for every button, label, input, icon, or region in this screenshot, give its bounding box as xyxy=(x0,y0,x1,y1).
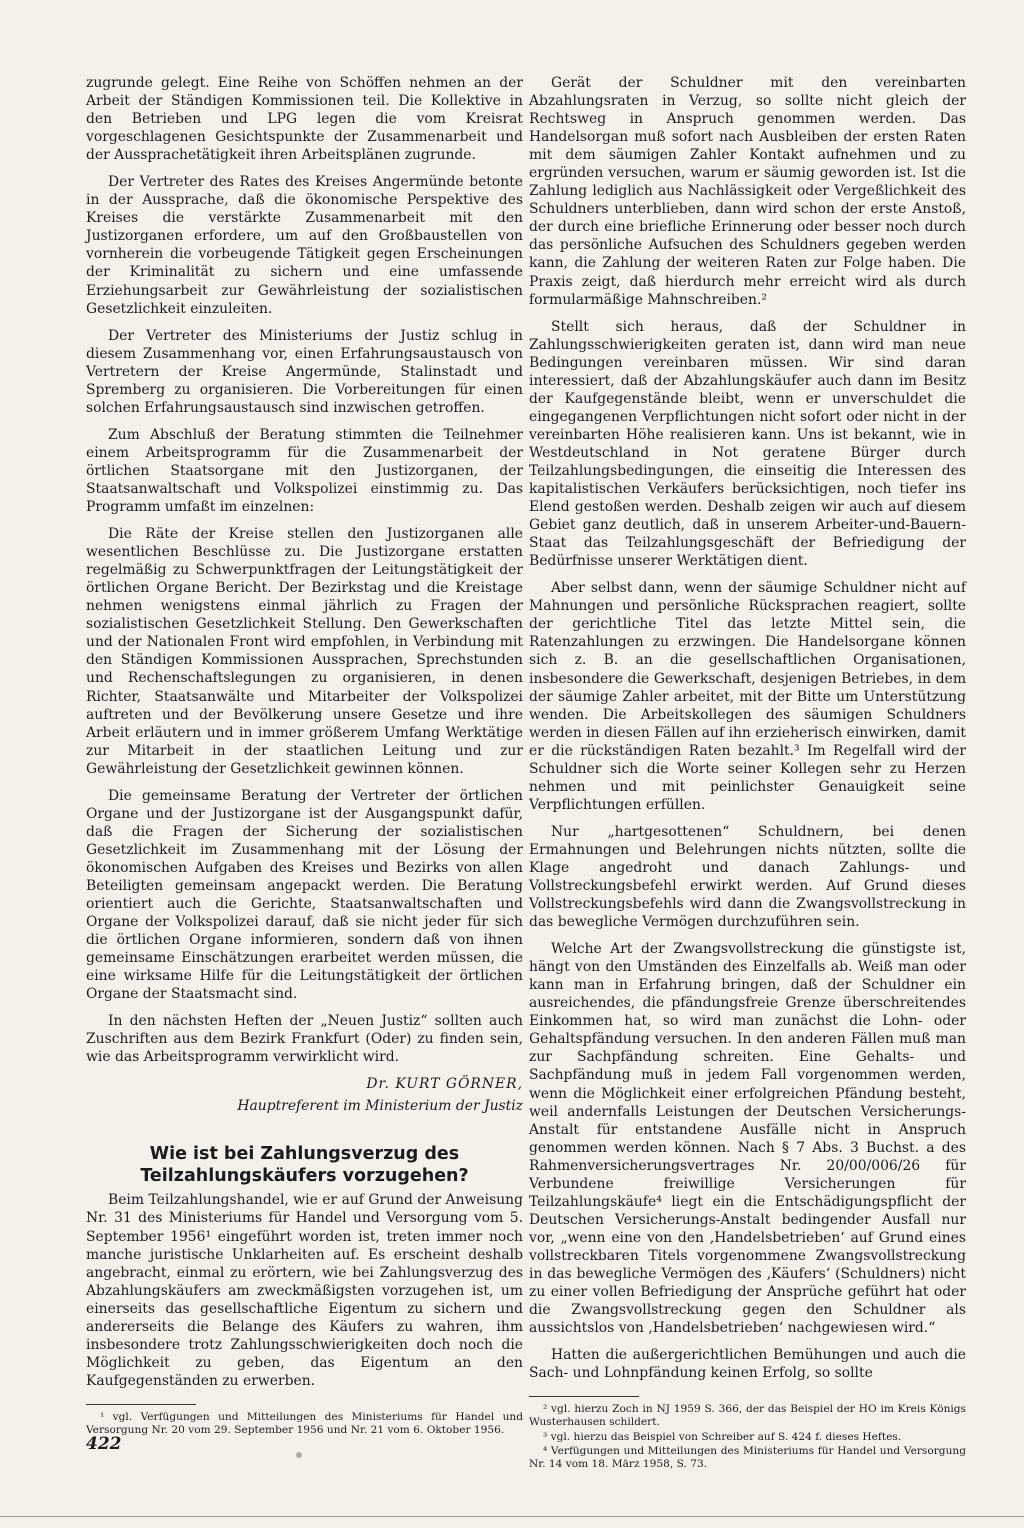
paragraph: Der Vertreter des Ministeriums der Justiz schlug in diesem Zusammenhang vor, einen Erfahrungsaustausch von Vertretern der Kreise Angermünde, Stalinstadt und Spremberg zu organisieren. Die Vorbereitungen für einen solchen Erfahrungsaustausch sind inzwischen getroffen. xyxy=(86,327,523,416)
paragraph: In den nächsten Heften der „Neuen Justiz“ sollten auch Zuschriften aus dem Bezirk Frankfurt (Oder) zu finden sein, wie das Arbeitsprogramm verwirklicht wird. xyxy=(86,1013,523,1066)
paragraph: Nur „hartgesottenen“ Schuldnern, bei denen Ermahnungen und Belehrungen nichts nützten, sollte die Klage angedroht und danach Zahlungs- und Vollstreckungsbefehl erwirkt werden. Auf Grund dieses Vollstreckungsbefehls wird dann die Zwangsvollstreckung in das bewegliche Vermögen durchzuführen sein. xyxy=(529,823,966,931)
author-title: Hauptreferent im Ministerium der Justiz xyxy=(237,1098,523,1115)
scan-edge-line xyxy=(0,1516,1024,1517)
left-column xyxy=(86,74,523,1438)
paragraph: Beim Teilzahlungshandel, wie er auf Grund der Anweisung Nr. 31 des Ministeriums für Handel und Versorgung vom 5. September 1956¹ eingeführt worden ist, treten immer noch manche juristische Unklarheiten auf. Es erscheint deshalb angebracht, einmal zu erörtern, wie bei Zahlungsverzug des Abzahlungskäufers am zweckmäßigsten vorzugehen ist, um einerseits das gesellschaftliche Eigentum zu sichern und andererseits die Belange des Käufers zu wahren, ihm insbesondere trotz Zahlungsschwierigkeiten doch noch die Möglichkeit zu geben, das Eigentum an den Kaufgegenständen zu erwerben. xyxy=(86,1192,523,1389)
ink-dot xyxy=(296,1452,302,1458)
footnote: ⁴ Verfügungen und Mitteilungen des Ministeriums für Handel und Versorgung Nr. 14 vom 18. März 1958, S. 73. xyxy=(529,1444,966,1471)
paragraph: Der Vertreter des Rates des Kreises Angermünde betonte in der Aussprache, daß die ökonomische Perspektive des Kreises die verstärkte Zusammenarbeit mit den Justizorganen erfordere, um auf den Großbaustellen von vornherein die vorbeugende Tätigkeit gegen Erscheinungen der Kriminalität zu sichern und eine umfassende Erziehungsarbeit zur Gewährleistung der sozialistischen Gesetzlichkeit einzuleiten. xyxy=(86,174,523,317)
paragraph: Aber selbst dann, wenn der säumige Schuldner nicht auf Mahnungen und persönliche Rücksprachen reagiert, sollte der gerichtliche Titel das letzte Mittel sein, die Ratenzahlungen zu erzwingen. Die Handelsorgane können sich z. B. an die gesellschaftlichen Organisationen, insbesondere die Gewerkschaft, desjenigen Betriebes, in dem der säumige Zahler arbeitet, mit der Bitte um Unterstützung wenden. Die Arbeitskollegen des säumigen Schuldners werden in diesen Fällen auf ihn erzieherisch einwirken, damit er die rückständigen Raten bezahlt.³ Im Regelfall wird der Schuldner sich die Worte seiner Kollegen sehr zu Herzen nehmen und mit peinlichster Genauigkeit seine Verpflichtungen erfüllen. xyxy=(529,580,966,813)
paragraph: Zum Abschluß der Beratung stimmten die Teilnehmer einem Arbeitsprogramm für die Zusammenarbeit der örtlichen Staatsorgane mit den Justizorganen, der Staatsanwaltschaft und Volkspolizei einstimmig zu. Das Programm umfaßt im einzelnen: xyxy=(86,426,523,516)
footnote: ² vgl. hierzu Zoch in NJ 1959 S. 366, der das Beispiel der HO im Kreis Königs Wusterhausen schildert. xyxy=(529,1403,966,1429)
paragraph: Die gemeinsame Beratung der Vertreter der örtlichen Organe und der Justizorgane ist der Ausgangspunkt dafür, daß die Fragen der Sicherung der sozialistischen Gesetzlichkeit im Zusammenhang mit der Lösung der ökonomischen Aufgaben des Kreises und Bezirks von allen Beteiligten gemeinsam angepackt werden. Die Beratung orientiert auch die Gerichte, Staatsanwaltschaften und Organe der Volkspolizei darauf, daß sie nicht jeder für sich die örtlichen Organe informieren, sondern daß von ihnen gemeinsame Einschätzungen erarbeitet werden müssen, die eine wirksame Hilfe für die Leitungstätigkeit der örtlichen Organe der Staatsmacht sind. xyxy=(86,787,523,1003)
paragraph: Die Räte der Kreise stellen den Justizorganen alle wesentlichen Beschlüsse zu. Die Justizorgane erstatten regelmäßig zu Schwerpunktfragen der Leitungstätigkeit der örtlichen Organe Bericht. Der Bezirkstag und die Kreistage nehmen wenigstens einmal jährlich zu Fragen der sozialistischen Gesetzlichkeit Stellung. Den Gewerkschaften und der Nationalen Front wird empfohlen, in Verbindung mit den Ständigen Kommissionen Aussprachen, Sprechstunden und Rechenschaftslegungen zu organisieren, in denen Richter, Staatsanwälte und Mitarbeiter der Volkspolizei auftreten und der Bevölkerung unsere Gesetze und ihre Arbeit erläutern und in immer größerem Umfang Werktätige zur Mitarbeit in der staatlichen Leitung und zur Gewährleistung der Gesetzlichkeit gewinnen können. xyxy=(86,526,523,777)
page-number: 422 xyxy=(86,1434,122,1454)
article-heading: Wie ist bei Zahlungsverzug des Teilzahlungskäufers vorzugehen? xyxy=(140,1144,469,1187)
paragraph: Hatten die außergerichtlichen Bemühungen und auch die Sach- und Lohnpfändung keinen Erfolg, so sollte xyxy=(529,1347,966,1382)
footnote-divider xyxy=(529,1396,639,1397)
footnote: ¹ vgl. Verfügungen und Mitteilungen des Ministeriums für Handel und Versorgung Nr. 20 vom 29. September 1956 und Nr. 21 vom 6. Oktober 1956. xyxy=(86,1410,523,1437)
footnote-divider xyxy=(86,1404,196,1405)
paragraph: Stellt sich heraus, daß der Schuldner in Zahlungsschwierigkeiten geraten ist, dann wird man neue Bedingungen vereinbaren müssen. Wir sind daran interessiert, daß der Abzahlungskäufer auch dann im Besitz der Kaufgegenstände bleibt, wenn er unverschuldet die eingegangenen Verpflichtungen nicht sofort oder nicht in der vereinbarten Höhe realisieren kann. Uns ist bekannt, wie in Westdeutschland in Not geratene Bürger durch Teilzahlungsbedingungen, die einseitig die Interessen des kapitalistischen Verkäufers berücksichtigen, noch tiefer ins Elend gestoßen werden. Deshalb zeigen wir auch auf diesem Gebiet ganz deutlich, daß in unserem Arbeiter-und-Bauern-Staat das Teilzahlungsgeschäft der Befriedigung der Bedürfnisse unserer Werktätigen dient. xyxy=(529,318,966,570)
author-name: Dr. KURT GÖRNER, xyxy=(366,1076,523,1093)
right-column xyxy=(529,74,966,1472)
paragraph: Gerät der Schuldner mit den vereinbarten Abzahlungsraten in Verzug, so sollte nicht gleich der Rechtsweg in Anspruch genommen werden. Das Handelsorgan muß sofort nach Ausbleiben der ersten Raten mit dem säumigen Zahler Kontakt aufnehmen und zu ergründen versuchen, warum er säumig geworden ist. Ist die Zahlung lediglich aus Nachlässigkeit oder Vergeßlichkeit des Schuldners unterblieben, dann wird schon der erste Anstoß, der durch eine briefliche Erinnerung oder besser noch durch das persönliche Aufsuchen des Schuldners gegeben werden kann, die Zahlung der weiteren Raten zur Folge haben. Die Praxis zeigt, daß hierdurch mehr erreicht wird als durch formularmäßige Mahnschreiben.² xyxy=(529,75,966,308)
paragraph: Welche Art der Zwangsvollstreckung die günstigste ist, hängt von den Umständen des Einzelfalls ab. Weiß man oder kann man in Erfahrung bringen, daß der Schuldner ein ausreichendes, die pfändungsfreie Grenze überschreitendes Einkommen hat, so wird man zunächst die Lohn- oder Gehaltspfändung versuchen. In den anderen Fällen muß man zur Sachpfändung schreiten. Eine Gehalts- und Sachpfändung muß in jedem Fall vorgenommen werden, wenn die Möglichkeit einer erfolgreichen Pfändung besteht, weil andernfalls Leistungen der Deutschen Versicherungs-Anstalt für entstandene Ausfälle nicht in Anspruch genommen werden können. Nach § 7 Abs. 3 Buchst. a des Rahmenversicherungsvertrages Nr. 20/00/006/26 für Verbundene freiwillige Versicherungen für Teilzahlungskäufe⁴ liegt ein die Entschädigungspflicht der Deutschen Versicherungs-Anstalt bedingender Ausfall nur vor, „wenn eine von den ‚Handelsbetrieben‘ auf Grund eines vollstreckbaren Titels vorgenommene Zwangsvollstreckung in das bewegliche Vermögen des ‚Käufers‘ (Schuldners) nicht zu einer vollen Befriedigung der Ansprüche geführt hat oder die Zwangsvollstreckung gegen den Schuldner als aussichtslos von ‚Handelsbetrieben‘ nachgewiesen wird.“ xyxy=(529,941,966,1337)
footnote: ³ vgl. hierzu das Beispiel von Schreiber auf S. 424 f. dieses Heftes. xyxy=(543,1430,902,1443)
paragraph: zugrunde gelegt. Eine Reihe von Schöffen nehmen an der Arbeit der Ständigen Kommissionen teil. Die Kollektive in den Betrieben und LPG legen die vom Kreisrat vorgeschlagenen Gesichtspunkte der Zusammenarbeit und der Aussprachetätigkeit ihren Arbeitsplänen zugrunde. xyxy=(86,75,523,164)
